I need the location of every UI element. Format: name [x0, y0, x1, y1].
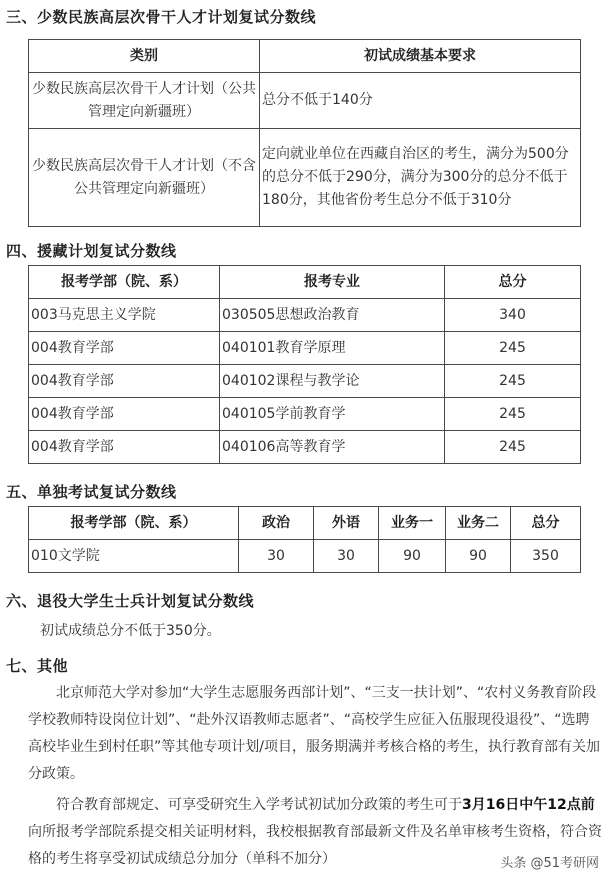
header-politics: 政治: [239, 507, 314, 540]
section6-title: 六、退役大学生士兵计划复试分数线: [6, 592, 255, 610]
major-cell: 040106高等教育学: [220, 431, 445, 464]
para2-deadline: 3月16日中午12点前: [462, 797, 595, 813]
table-row: [29, 332, 581, 365]
para2-text-end: 向所报考学部院系提交相关证明材料，我校根据教育部最新文件及名单审核考生资格，符合资格的考生将享受初试成绩总分加分（单科不加分）: [28, 824, 602, 867]
table-header-row: [29, 507, 581, 540]
total-cell: 245: [445, 365, 581, 398]
subject-one-cell: 90: [379, 540, 446, 573]
header-department: 报考学部（院、系）: [29, 507, 239, 540]
section7-title: 七、其他: [6, 657, 69, 675]
politics-cell: 30: [239, 540, 314, 573]
header-subject-one: 业务一: [379, 507, 446, 540]
total-cell: 245: [445, 398, 581, 431]
table-row: [29, 398, 581, 431]
department-cell: 004教育学部: [29, 332, 220, 365]
major-cell: 030505思想政治教育: [220, 299, 445, 332]
table-header-row: [29, 266, 581, 299]
department-cell: 004教育学部: [29, 431, 220, 464]
total-cell: 340: [445, 299, 581, 332]
total-cell: 245: [445, 431, 581, 464]
section5-title: 五、单独考试复试分数线: [6, 483, 177, 501]
section6-note: 初试成绩总分不低于350分。: [40, 623, 221, 639]
foreign-language-cell: 30: [314, 540, 379, 573]
table-row: [29, 299, 581, 332]
header-foreign-language: 外语: [314, 507, 379, 540]
para2-text-start: 符合教育部规定、可享受研究生入学考试初试加分政策的考生可于: [56, 797, 462, 813]
header-total: 总分: [445, 266, 581, 299]
department-cell: 004教育学部: [29, 398, 220, 431]
table-row: [29, 73, 581, 129]
department-cell: 010文学院: [29, 540, 239, 573]
requirement-cell: 总分不低于140分: [260, 73, 581, 129]
table-row: [29, 431, 581, 464]
section5-table: [28, 506, 581, 573]
table-row: [29, 540, 581, 573]
requirement-cell: 定向就业单位在西藏自治区的考生，满分为500分的总分不低于290分，满分为300分的总分不低于180分，其他省份考生总分不低于310分: [260, 129, 581, 227]
header-requirement: 初试成绩基本要求: [260, 40, 581, 73]
category-cell: 少数民族高层次骨干人才计划（公共管理定向新疆班）: [29, 73, 260, 129]
header-department: 报考学部（院、系）: [29, 266, 220, 299]
major-cell: 040101教育学原理: [220, 332, 445, 365]
subject-two-cell: 90: [446, 540, 511, 573]
category-cell: 少数民族高层次骨干人才计划（不含公共管理定向新疆班）: [29, 129, 260, 227]
section3-table: [28, 39, 581, 227]
major-cell: 040105学前教育学: [220, 398, 445, 431]
table-row: [29, 365, 581, 398]
section7-paragraph-1: 北京师范大学对参加“大学生志愿服务西部计划”、“三支一扶计划”、“农村义务教育阶段学校教师特设岗位计划”、“赴外汉语教师志愿者”、“高校学生应征入伍服现役退役”、“选聘高校毕业生到村任职”等其他专项计划/项目，服务期满并考核合格的考生，执行教育部有关加分政策。: [28, 685, 600, 782]
header-total: 总分: [511, 507, 581, 540]
department-cell: 003马克思主义学院: [29, 299, 220, 332]
header-category: 类别: [29, 40, 260, 73]
watermark: 头条 @51考研网: [497, 851, 602, 872]
section4-table: [28, 265, 581, 464]
major-cell: 040102课程与教学论: [220, 365, 445, 398]
header-major: 报考专业: [220, 266, 445, 299]
table-header-row: [29, 40, 581, 73]
total-cell: 245: [445, 332, 581, 365]
table-row: [29, 129, 581, 227]
department-cell: 004教育学部: [29, 365, 220, 398]
section3-title: 三、少数民族高层次骨干人才计划复试分数线: [6, 8, 317, 26]
header-subject-two: 业务二: [446, 507, 511, 540]
total-cell: 350: [511, 540, 581, 573]
section4-title: 四、援藏计划复试分数线: [6, 242, 177, 260]
